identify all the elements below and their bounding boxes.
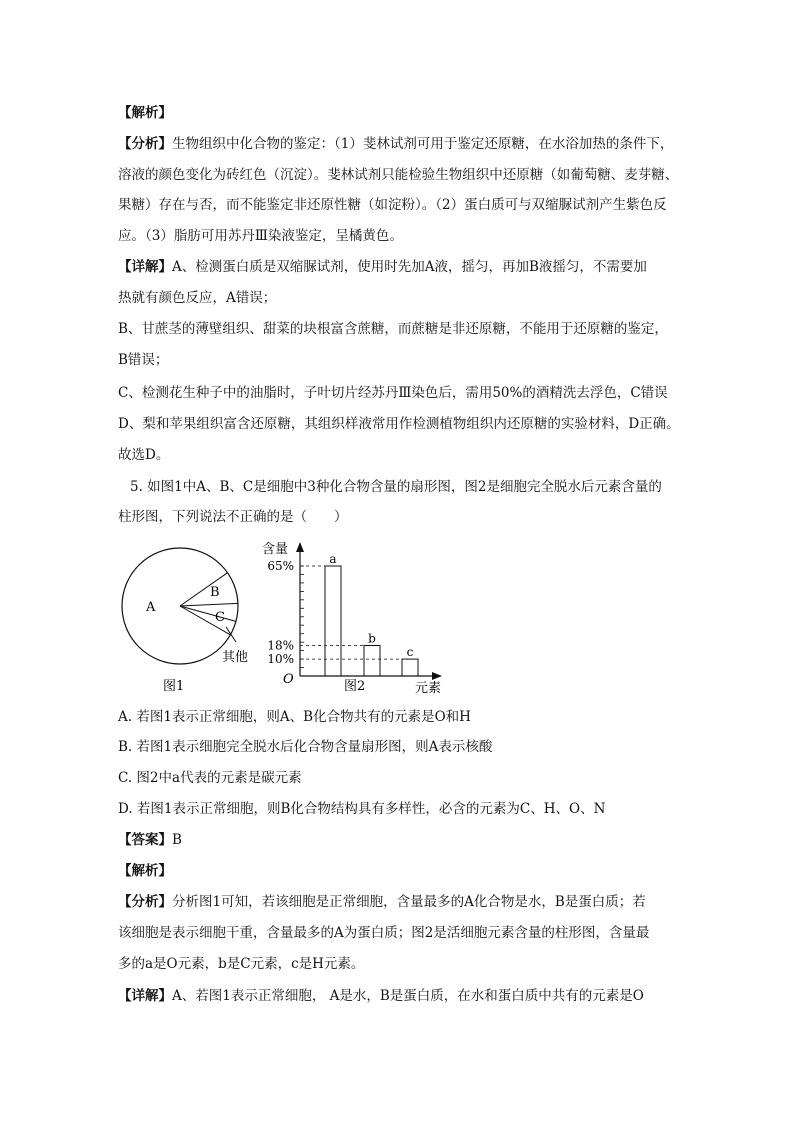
pie-label-c: C (215, 610, 225, 625)
option-c: C. 图2中a代表的元素是碳元素 (118, 770, 302, 786)
analysis-fenxi-line-1: 【分析】生物组织中化合物的鉴定：（1）斐林试剂可用于鉴定还原糖，在水浴加热的条件下， (118, 136, 674, 152)
pie-slice-boundary-1 (180, 573, 228, 606)
bar-label-c: c (406, 645, 414, 660)
pie-slice-boundary-2 (180, 603, 238, 606)
xiangjie-tag: 【详解】 (118, 259, 172, 275)
analysis-xiangjie-line-1: 【详解】A、检测蛋白质是双缩脲试剂，使用时先加A液，摇匀，再加B液摇匀，不需要加 (118, 259, 647, 275)
ytick-label-65: 65% (267, 559, 294, 573)
analysis-xiangjie-line-2: 热就有颜色反应，A错误； (118, 290, 277, 306)
analysis-xiangjie-line-7: 故选D。 (118, 447, 170, 463)
question-stem-line-1: 5. 如图1中A、B、C是细胞中3种化合物含量的扇形图，图2是细胞完全脱水后元素含量的 (130, 479, 662, 495)
analysis-fenxi-line-2: 溶液的颜色变化为砖红色（沉淀）。斐林试剂只能检验生物组织中还原糖（如葡萄糖、麦芽糖、 (118, 167, 679, 183)
pie-label-a: A (146, 600, 156, 615)
ytick-label-10: 10% (267, 652, 294, 667)
analysis-heading: 【解析】 (118, 105, 172, 121)
analysis-xiangjie-line-3: B、甘蔗茎的薄壁组织、甜菜的块根富含蔗糖，而蔗糖是非还原糖，不能用于还原糖的鉴定， (118, 321, 668, 337)
bar-origin-label: O (283, 672, 294, 687)
bar-label-a: a (329, 552, 337, 566)
analysis-xiangjie-line-5: C、检测花生种子中的油脂时，子叶切片经苏丹Ⅲ染色后，需用50%的酒精洗去浮色，C错误 (118, 385, 668, 401)
pie-label-b: B (210, 585, 220, 600)
answer-value: B (172, 832, 182, 848)
bar-label-b: b (368, 631, 376, 646)
analysis-fenxi-line-4: 应。（3）脂肪可用苏丹Ⅲ染液鉴定，呈橘黄色。 (118, 228, 403, 244)
option-a: A. 若图1表示正常细胞，则A、B化合物共有的元素是O和H (118, 709, 471, 725)
bar-chart (262, 542, 442, 696)
analysis2-fenxi-line-2: 该细胞是表示细胞干重，含量最多的A为蛋白质；图2是活细胞元素含量的柱形图，含量最 (118, 925, 650, 941)
analysis-xiangjie-line-6: D、梨和苹果组织富含还原糖，其组织样液常用作检测植物组织内还原糖的实验材料，D正确。 (118, 416, 680, 432)
option-d: D. 若图1表示正常细胞，则B化合物结构具有多样性，必含的元素为C、H、O、N (118, 801, 606, 817)
bar-xlabel: 元素 (415, 681, 442, 696)
bar-c (402, 659, 418, 676)
xiangjie-tag-2: 【详解】 (118, 988, 172, 1004)
figure2-caption: 图2 (344, 679, 366, 694)
question-stem-line-2: 柱形图，下列说法不正确的是（ ） (118, 509, 348, 525)
answer-line (118, 830, 698, 850)
fenxi-tag: 【分析】 (118, 136, 172, 152)
bar-x-axis-arrow (432, 672, 442, 680)
figure1-caption: 图1 (163, 679, 185, 694)
ytick-label-18: 18% (267, 638, 294, 653)
analysis2-fenxi-line-1: 【分析】分析图1可知，若该细胞是正常细胞，含量最多的A化合物是水，B是蛋白质；若 (118, 894, 646, 910)
figures (118, 530, 458, 700)
bar-y-axis-arrow (296, 542, 304, 552)
analysis2-heading: 【解析】 (118, 863, 172, 879)
analysis-fenxi-line-3: 果糖）存在与否，而不能鉴定非还原性糖（如淀粉）。（2）蛋白质可与双缩脲试剂产生紫色反 (118, 197, 667, 213)
analysis2-xiangjie-line-1: 【详解】A、若图1表示正常细胞， A是水，B是蛋白质，在水和蛋白质中共有的元素是O (118, 988, 644, 1004)
bar-b (364, 646, 380, 677)
pie-label-other: 其他 (222, 650, 249, 665)
bar-ylabel: 含量 (262, 542, 289, 557)
pie-slice-boundary-3 (180, 606, 236, 621)
analysis-xiangjie-line-4: B错误； (118, 352, 169, 368)
pie-chart (122, 548, 248, 694)
fenxi-tag-2: 【分析】 (118, 894, 172, 910)
option-b: B. 若图1表示细胞完全脱水后化合物含量扇形图，则A表示核酸 (118, 739, 493, 755)
analysis2-fenxi-line-3: 多的a是O元素，b是C元素，c是H元素。 (118, 956, 365, 972)
answer-tag: 【答案】 (118, 832, 172, 848)
